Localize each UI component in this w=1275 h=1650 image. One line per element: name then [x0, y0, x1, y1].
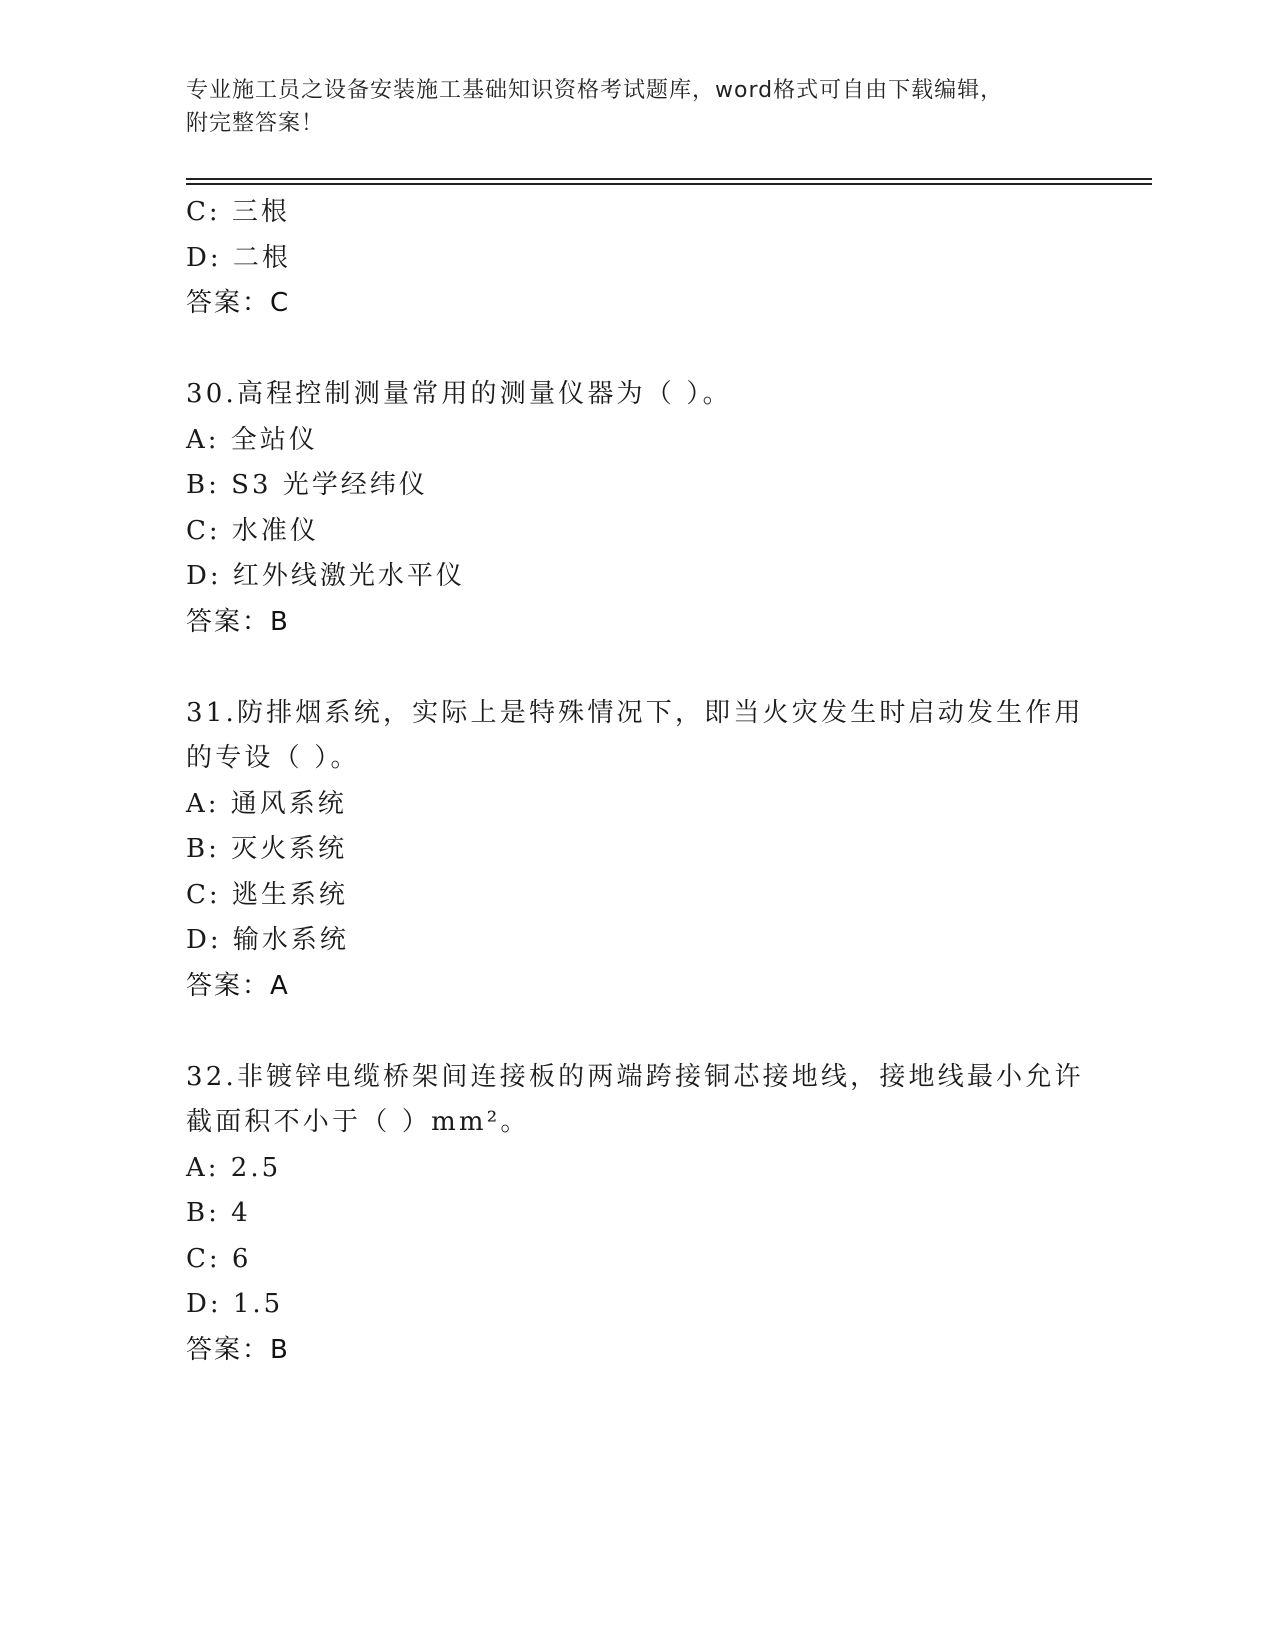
option-d: D: 二根 — [186, 242, 291, 273]
option-b: B: 4 — [186, 1198, 251, 1228]
question-list — [186, 190, 1086, 1373]
answer-line: 答案：A — [186, 970, 290, 1001]
spacer — [186, 1009, 1086, 1055]
header-divider-top — [186, 178, 1152, 180]
question-29-tail — [186, 190, 1086, 327]
question-stem-line-2: 截面积不小于（ ）mm²。 — [186, 1107, 530, 1137]
option-b: B: S3 光学经纬仪 — [186, 470, 428, 500]
answer-line: 答案：C — [186, 288, 291, 318]
option-a: A: 全站仪 — [186, 424, 318, 455]
answer-line: 答案：B — [186, 606, 290, 637]
option-d: D: 1.5 — [186, 1289, 284, 1319]
spacer — [186, 645, 1086, 691]
option-c: C: 三根 — [186, 197, 290, 227]
spacer — [186, 327, 1086, 373]
option-a: A: 通风系统 — [186, 788, 347, 819]
option-c: C: 逃生系统 — [186, 879, 348, 910]
question-31 — [186, 691, 1086, 1010]
question-30 — [186, 372, 1086, 645]
option-a: A: 2.5 — [186, 1152, 282, 1183]
header-divider-bottom — [186, 183, 1152, 185]
question-stem-line-2: 的专设（ ）。 — [186, 743, 360, 773]
question-stem-line-1: 32.非镀锌电缆桥架间连接板的两端跨接铜芯接地线，接地线最小允许 — [186, 1061, 1084, 1092]
option-b: B: 灭火系统 — [186, 834, 348, 864]
question-stem: 30.高程控制测量常用的测量仪器为（ ）。 — [186, 379, 732, 409]
header-line-1: 专业施工员之设备安装施工基础知识资格考试题库，word格式可自由下载编辑， — [186, 78, 1004, 103]
header-line-2: 附完整答案！ — [186, 111, 325, 136]
option-c: C: 6 — [186, 1243, 252, 1274]
question-32 — [186, 1055, 1086, 1374]
question-stem-line-1: 31.防排烟系统，实际上是特殊情况下，即当火灾发生时启动发生作用 — [186, 697, 1084, 728]
document-header — [186, 74, 1086, 140]
answer-line: 答案：B — [186, 1334, 290, 1365]
option-d: D: 输水系统 — [186, 925, 349, 955]
option-c: C: 水准仪 — [186, 515, 319, 546]
option-d: D: 红外线激光水平仪 — [186, 561, 465, 591]
